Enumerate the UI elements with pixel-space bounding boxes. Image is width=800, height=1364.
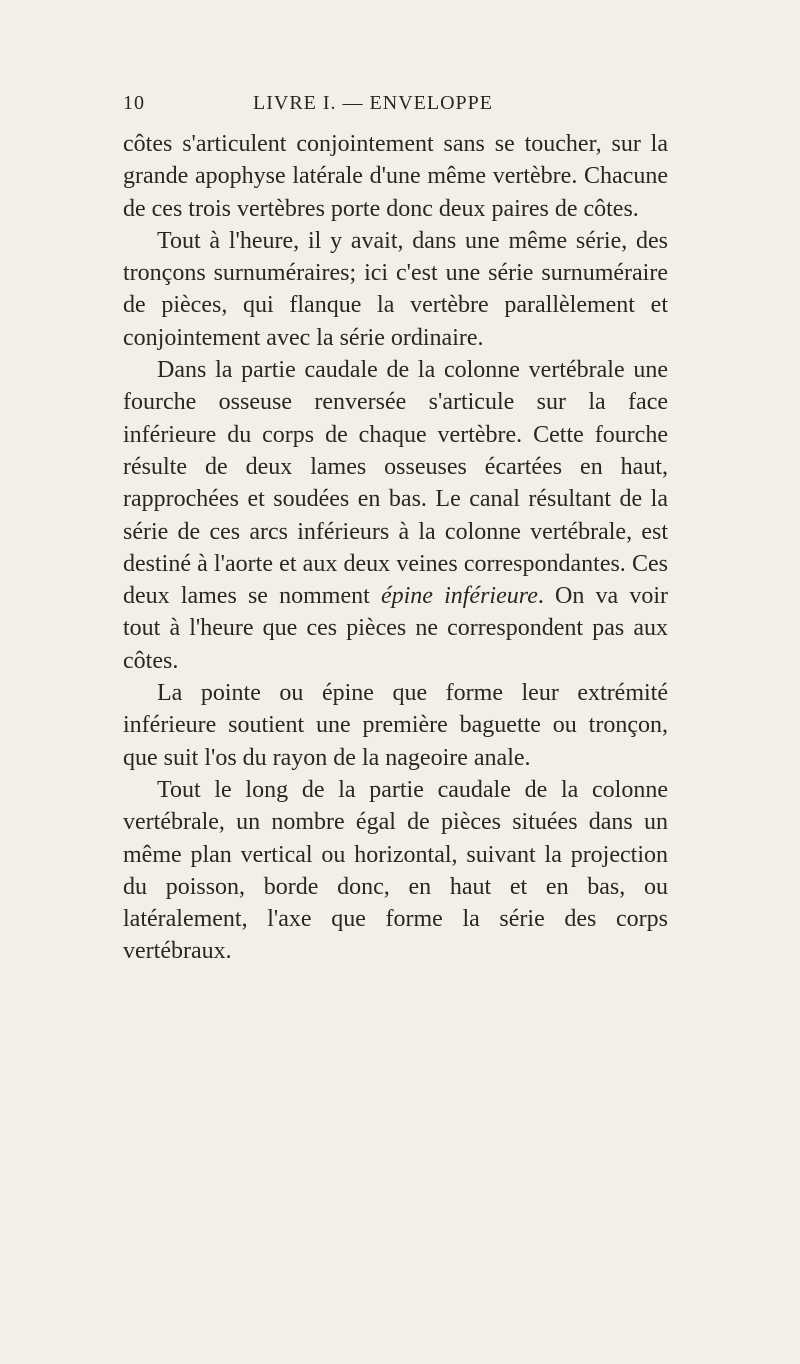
paragraph-5: Tout le long de la partie caudale de la colonne vertébrale, un nombre égal de pièces situées dans un même plan vertical ou horizontal, suivant la projection du poisson, borde donc, en haut et en bas, ou latéralement, l'axe que forme la série des corps vertébraux. (123, 776, 668, 965)
chapter-heading: LIVRE I. — ENVELOPPE (253, 92, 493, 114)
paragraph-3-text-after: . On va voir tout à l'heure que ces pièces ne correspondent pas aux côtes. (123, 583, 668, 674)
paragraph-2: Tout à l'heure, il y avait, dans une même série, des tronçons surnuméraires; ici c'est une série surnuméraire de pièces, qui flanque la vertèbre parallèlement et conjointement avec la série ordinaire. (123, 227, 668, 351)
paragraph-3-emphasis: épine inférieure (380, 583, 538, 610)
page-number: 10 (123, 92, 145, 114)
paragraph-1: côtes s'articulent conjointement sans se toucher, sur la grande apophyse latérale d'une même vertèbre. Chacune de ces trois vertèbres porte donc deux paires de côtes. (123, 131, 668, 222)
paragraph-3-text-before: Dans la partie caudale de la colonne vertébrale une fourche osseuse renversée s'articule sur la face inférieure du corps de chaque vertèbre. Cette fourche résulte de deux lames osseuses écartées en haut, rapprochées et soudées en bas. Le canal résultant de la série de ces arcs inférieurs à la colonne vertébrale, est destiné à l'aorte et aux deux veines correspondantes. Ces deux lames se nomment (123, 357, 668, 610)
paragraph-3 (123, 354, 668, 677)
running-head (123, 92, 668, 122)
body-text (123, 128, 668, 968)
paragraph-4: La pointe ou épine que forme leur extrémité inférieure soutient une première baguette ou tronçon, que suit l'os du rayon de la nageoire anale. (123, 680, 668, 771)
